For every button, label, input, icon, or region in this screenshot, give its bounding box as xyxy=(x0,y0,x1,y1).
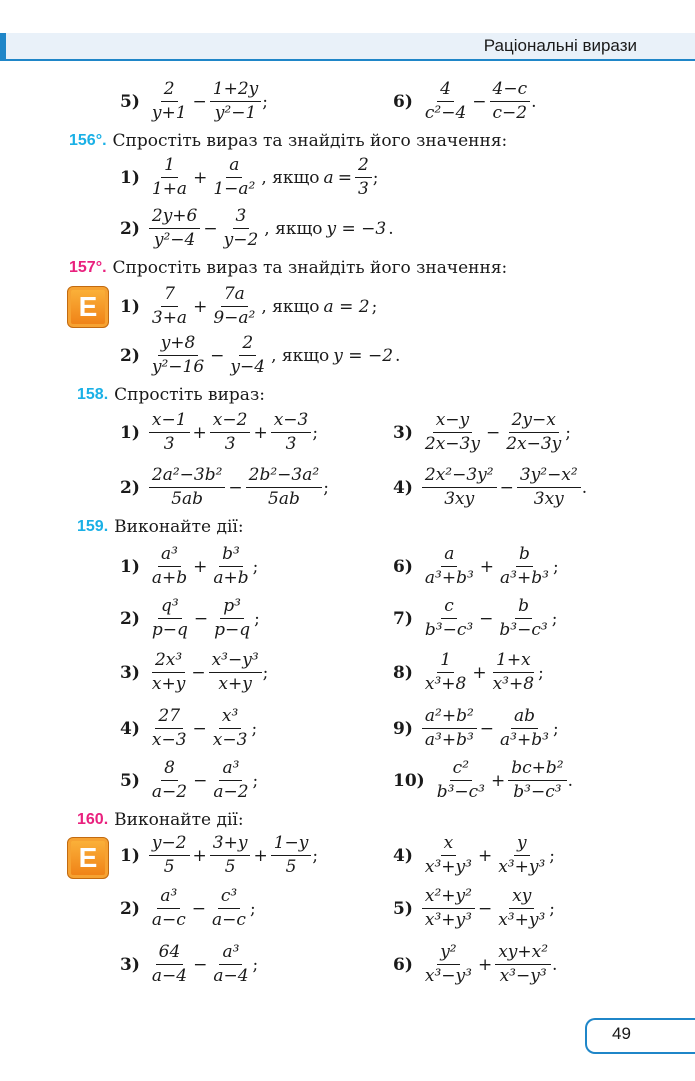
fraction: $\frac{3}{y-2}$ xyxy=(223,206,259,250)
exercise-number: 157°. xyxy=(69,259,107,276)
exercise-number: 156°. xyxy=(69,132,107,149)
condition-value: y = −3 xyxy=(326,218,387,239)
condition-text: , якщо xyxy=(261,167,320,188)
operator: + xyxy=(477,954,493,975)
punctuation: ; xyxy=(251,718,258,739)
operator: + xyxy=(253,845,268,866)
punctuation: ; xyxy=(249,898,256,919)
fraction: $\frac{\text{q³}}{p-q}$ xyxy=(151,596,188,640)
punctuation: ; xyxy=(552,556,559,577)
exercise-item xyxy=(393,596,557,641)
fraction: $\frac{2}{y-4}$ xyxy=(230,333,266,377)
punctuation: . xyxy=(388,218,394,239)
fraction: $\frac{\text{2x²−3y²}}{3xy}$ xyxy=(422,465,497,510)
fraction: $\frac{xy}{\text{x³+y³}}$ xyxy=(498,886,546,930)
fraction: $\frac{\text{3y²−x²}}{3xy}$ xyxy=(517,465,581,510)
fraction: $\frac{2y+6}{\text{y²−4}}$ xyxy=(149,206,200,251)
fraction: $\frac{\text{2a²−3b²}}{5ab}$ xyxy=(149,465,226,510)
exercise-item xyxy=(120,886,256,931)
operator: − xyxy=(499,477,514,498)
fraction: $\frac{\text{a²+b²}}{\text{a³+b³}}$ xyxy=(422,706,477,751)
operator: − xyxy=(477,898,493,919)
item-label: 1) xyxy=(120,845,140,866)
operator: − xyxy=(192,91,207,112)
fraction: $\frac{\text{2x³}}{x+y}$ xyxy=(151,650,186,694)
exercise-item xyxy=(393,942,557,987)
exercise-item xyxy=(120,155,379,200)
fraction: $\frac{\text{bc+b²}}{\text{b³−c³}}$ xyxy=(508,758,566,803)
fraction: $\frac{x-y}{2x-3y}$ xyxy=(424,410,480,454)
item-label: 1) xyxy=(120,422,140,443)
exercise-header xyxy=(77,385,265,405)
punctuation: . xyxy=(395,345,401,366)
condition-value: a = 2 xyxy=(323,296,370,317)
operator: − xyxy=(192,718,207,739)
item-label: 4) xyxy=(393,845,413,866)
exercise-number: 158. xyxy=(77,386,109,403)
fraction: $\frac{\text{c²}}{\text{b³−c³}}$ xyxy=(436,758,485,802)
condition-text: , якщо xyxy=(261,296,320,317)
item-label: 6) xyxy=(393,91,413,112)
item-label: 3) xyxy=(120,954,140,975)
fraction: $\frac{x-1}{3}$ xyxy=(149,410,190,455)
punctuation: ; xyxy=(371,296,378,317)
punctuation: ; xyxy=(323,477,329,498)
exercise-header xyxy=(69,258,507,278)
item-label: 3) xyxy=(393,422,413,443)
exercise-item xyxy=(393,706,559,751)
operator: − xyxy=(193,954,208,975)
punctuation: . xyxy=(531,91,537,112)
item-label: 4) xyxy=(393,477,413,498)
item-label: 2) xyxy=(120,608,140,629)
punctuation: ; xyxy=(252,954,259,975)
condition-text: , якщо xyxy=(271,345,330,366)
exercise-item xyxy=(120,465,329,510)
operator: − xyxy=(193,770,208,791)
exercise-header xyxy=(77,810,244,830)
fraction: $\frac{\text{a³}}{a-2}$ xyxy=(213,758,249,802)
exercise-header xyxy=(77,517,244,537)
punctuation: . xyxy=(567,770,573,791)
fraction: $\frac{\text{b³}}{a+b}$ xyxy=(213,544,249,588)
exercise-item xyxy=(120,284,377,329)
fraction: $\frac{2}{3}$ xyxy=(355,155,372,200)
fraction: $\frac{4}{\text{c²−4}}$ xyxy=(424,79,467,123)
equals-sign: = xyxy=(337,167,352,188)
operator: + xyxy=(193,556,208,577)
page-number: 49 xyxy=(612,1024,631,1043)
fraction: $\frac{\text{a³}}{a+b}$ xyxy=(151,544,188,588)
fraction: $\frac{\text{p³}}{p-q}$ xyxy=(214,596,251,640)
fraction: $\frac{\text{a³}}{a-4}$ xyxy=(213,942,249,986)
exercise-item xyxy=(120,596,260,641)
exercise-item xyxy=(120,942,258,987)
punctuation: ; xyxy=(549,845,556,866)
page-title: Раціональні вирази xyxy=(483,36,637,55)
punctuation: ; xyxy=(252,556,259,577)
operator: − xyxy=(479,718,495,739)
variable: a xyxy=(323,167,334,188)
item-label: 2) xyxy=(120,218,140,239)
exercise-item xyxy=(120,706,257,751)
exercise-title: Спростіть вираз та знайдіть його значення: xyxy=(112,258,508,278)
item-label: 7) xyxy=(393,608,413,629)
fraction: $\frac{2y-x}{2x-3y}$ xyxy=(506,410,562,454)
exercise-title: Виконайте дії: xyxy=(114,517,244,537)
fraction: $\frac{c}{\text{b³−c³}}$ xyxy=(424,596,474,640)
exercise-item xyxy=(120,333,400,378)
exercise-item xyxy=(393,758,573,803)
fraction: $\frac{3+y}{5}$ xyxy=(210,833,251,878)
fraction: $\frac{a}{\text{a³+b³}}$ xyxy=(424,544,474,588)
punctuation: ; xyxy=(254,608,260,629)
operator: − xyxy=(203,218,218,239)
punctuation: . xyxy=(581,477,588,498)
exercise-item xyxy=(393,833,555,878)
item-label: 6) xyxy=(393,954,413,975)
exercise-header xyxy=(69,131,507,151)
punctuation: ; xyxy=(262,91,269,112)
operator: + xyxy=(193,167,208,188)
operator: + xyxy=(253,422,268,443)
operator: − xyxy=(472,91,487,112)
fraction: $\frac{\text{c³}}{a-c}$ xyxy=(212,886,246,930)
item-label: 10) xyxy=(393,770,425,791)
operator: − xyxy=(193,608,209,629)
operator: + xyxy=(472,662,487,683)
exercise-number: 160. xyxy=(77,811,109,828)
exercise-item xyxy=(120,758,258,803)
item-label: 5) xyxy=(120,770,140,791)
fraction: $\frac{8}{a-2}$ xyxy=(151,758,188,802)
item-label: 5) xyxy=(120,91,140,112)
exercise-item xyxy=(393,465,587,510)
operator: − xyxy=(210,345,225,366)
operator: + xyxy=(477,845,493,866)
punctuation: ; xyxy=(552,718,559,739)
punctuation: . xyxy=(552,954,558,975)
fraction: $\frac{y+8}{\text{y²−16}}$ xyxy=(151,333,205,377)
fraction: $\frac{\text{2b²−3a²}}{5ab}$ xyxy=(246,465,323,510)
operator: − xyxy=(485,422,501,443)
exercise-item xyxy=(120,833,318,878)
fraction: $\frac{ab}{\text{a³+b³}}$ xyxy=(500,706,549,750)
fraction: $\frac{\text{y²}}{\text{x³−y³}}$ xyxy=(424,942,472,986)
operator: − xyxy=(228,477,243,498)
header-accent-bar xyxy=(0,33,6,60)
operator: − xyxy=(479,608,494,629)
item-label: 9) xyxy=(393,718,413,739)
exercise-title: Спростіть вираз: xyxy=(114,385,265,405)
item-label: 2) xyxy=(120,345,140,366)
fraction: $\frac{1}{1+a}$ xyxy=(151,155,188,199)
operator: − xyxy=(191,898,207,919)
condition-text: , якщо xyxy=(264,218,323,239)
exercise-item xyxy=(120,544,258,589)
exercise-item xyxy=(393,410,571,455)
fraction: $\frac{\text{xy+x²}}{\text{x³−y³}}$ xyxy=(495,942,551,987)
operator: + xyxy=(490,770,506,791)
operator: + xyxy=(192,422,207,443)
punctuation: ; xyxy=(549,898,556,919)
exercise-item xyxy=(393,544,559,589)
item-label: 5) xyxy=(393,898,413,919)
item-label: 4) xyxy=(120,718,140,739)
exercise-number: 159. xyxy=(77,518,109,535)
punctuation: ; xyxy=(312,845,319,866)
fraction: $\frac{64}{a-4}$ xyxy=(151,942,188,986)
fraction: $\frac{1+x}{\text{x³+8}}$ xyxy=(492,650,535,694)
exercise-item xyxy=(120,79,268,124)
fraction: $\frac{x-3}{3}$ xyxy=(271,410,312,455)
punctuation: ; xyxy=(252,770,259,791)
item-label: 1) xyxy=(120,556,140,577)
exercise-item xyxy=(120,206,394,251)
level-e-badge-icon: E xyxy=(67,837,109,879)
item-label: 2) xyxy=(120,898,140,919)
punctuation: ; xyxy=(565,422,572,443)
fraction: $\frac{27}{x-3}$ xyxy=(151,706,187,750)
punctuation: ; xyxy=(372,167,379,188)
item-label: 2) xyxy=(120,477,140,498)
fraction: $\frac{b}{\text{b³−c³}}$ xyxy=(499,596,548,640)
exercise-title: Виконайте дії: xyxy=(114,810,244,830)
fraction: $\frac{7}{3+a}$ xyxy=(151,284,188,328)
exercise-item xyxy=(393,650,544,695)
fraction: $\frac{1-y}{5}$ xyxy=(271,833,312,878)
fraction: $\frac{y-2}{5}$ xyxy=(149,833,190,878)
level-e-badge-icon: E xyxy=(67,286,109,328)
condition-value: y = −2 xyxy=(333,345,394,366)
item-label: 6) xyxy=(393,556,413,577)
operator: + xyxy=(479,556,495,577)
fraction: $\frac{\text{x³}}{x-3}$ xyxy=(212,706,248,750)
fraction: $\frac{7a}{\text{9−a²}}$ xyxy=(213,284,256,328)
operator: − xyxy=(191,662,206,683)
exercise-item xyxy=(393,886,555,931)
page-number-box xyxy=(585,1018,695,1054)
exercise-item xyxy=(393,79,537,124)
fraction: $\frac{x-2}{3}$ xyxy=(210,410,251,455)
fraction: $\frac{y}{\text{x³+y³}}$ xyxy=(498,833,546,877)
fraction: $\frac{1+2y}{\text{y²−1}}$ xyxy=(210,79,261,124)
exercise-item xyxy=(120,410,318,455)
item-label: 1) xyxy=(120,296,140,317)
fraction: $\frac{\text{x³−y³}}{x+y}$ xyxy=(209,650,262,695)
fraction: $\frac{x}{\text{x³+y³}}$ xyxy=(424,833,472,877)
fraction: $\frac{\text{x²+y²}}{\text{x³+y³}}$ xyxy=(422,886,475,931)
item-label: 1) xyxy=(120,167,140,188)
punctuation: ; xyxy=(538,662,544,683)
fraction: $\frac{a}{\text{1−a²}}$ xyxy=(213,155,256,199)
item-label: 3) xyxy=(120,662,140,683)
header-rule xyxy=(0,59,695,61)
punctuation: ; xyxy=(551,608,558,629)
punctuation: ; xyxy=(262,662,269,683)
exercise-item xyxy=(120,650,268,695)
operator: + xyxy=(192,845,207,866)
item-label: 8) xyxy=(393,662,413,683)
fraction: $\frac{1}{\text{x³+8}}$ xyxy=(424,650,467,694)
operator: + xyxy=(193,296,208,317)
fraction: $\frac{\text{a³}}{a-c}$ xyxy=(151,886,186,930)
fraction: $\frac{2}{y+1}$ xyxy=(151,79,187,123)
fraction: $\frac{b}{\text{a³+b³}}$ xyxy=(500,544,549,588)
punctuation: ; xyxy=(312,422,319,443)
fraction: $\frac{4-c}{c-2}$ xyxy=(490,79,531,124)
exercise-title: Спростіть вираз та знайдіть його значення: xyxy=(112,131,508,151)
